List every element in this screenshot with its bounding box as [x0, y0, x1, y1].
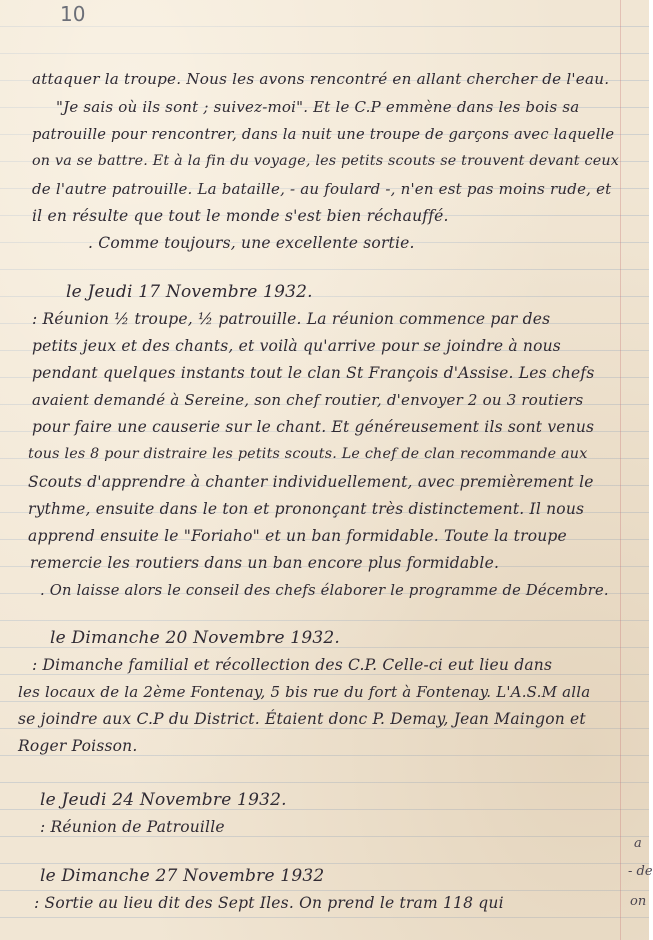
text-line: pendant quelques instants tout le clan St François d'Assise. Les chefs: [32, 364, 595, 382]
text-line: rythme, ensuite dans le ton et prononçant très distinctement. Il nous: [28, 500, 585, 518]
text-line: patrouille pour rencontrer, dans la nuit une troupe de garçons avec laquelle: [32, 126, 615, 143]
text-line: il en résulte que tout le monde s'est bien réchauffé.: [32, 207, 449, 225]
margin-bleed-text: a: [634, 836, 642, 851]
text-line: remercie les routiers dans un ban encore plus formidable.: [30, 554, 500, 572]
text-line: de l'autre patrouille. La bataille, - au foulard -, n'en est pas moins rude, et: [32, 180, 612, 198]
text-line: pour faire une causerie sur le chant. Et généreusement ils sont venus: [32, 418, 595, 436]
text-line: . On laisse alors le conseil des chefs élaborer le programme de Décembre.: [40, 582, 609, 599]
text-line: "Je sais où ils sont ; suivez-moi". Et le C.P emmène dans les bois sa: [56, 98, 580, 116]
margin-bleed-text: - de: [628, 864, 653, 879]
text-line: avaient demandé à Sereine, son chef routier, d'envoyer 2 ou 3 routiers: [32, 391, 584, 409]
entry-heading: le Dimanche 27 Novembre 1932: [40, 866, 325, 886]
entry-heading: le Jeudi 24 Novembre 1932.: [40, 790, 287, 810]
text-line: : Dimanche familial et récollection des C.P. Celle-ci eut lieu dans: [32, 656, 553, 674]
text-line: : Réunion de Patrouille: [40, 818, 225, 836]
entry-heading: le Dimanche 20 Novembre 1932.: [50, 628, 340, 648]
margin-rule: [620, 0, 621, 940]
text-line: se joindre aux C.P du District. Étaient donc P. Demay, Jean Maingon et: [18, 710, 586, 728]
text-line: attaquer la troupe. Nous les avons rencontré en allant chercher de l'eau.: [32, 70, 610, 88]
text-line: Scouts d'apprendre à chanter individuellement, avec premièrement le: [28, 473, 594, 491]
text-line: les locaux de la 2ème Fontenay, 5 bis rue du fort à Fontenay. L'A.S.M alla: [18, 683, 591, 701]
text-line: : Sortie au lieu dit des Sept Iles. On prend le tram 118 qui: [34, 894, 504, 912]
text-line: petits jeux et des chants, et voilà qu'arrive pour se joindre à nous: [32, 337, 561, 355]
text-line: . Comme toujours, une excellente sortie.: [88, 234, 415, 252]
text-line: tous les 8 pour distraire les petits scouts. Le chef de clan recommande aux: [28, 446, 588, 462]
text-line: : Réunion ½ troupe, ½ patrouille. La réunion commence par des: [32, 310, 551, 328]
page-number: 10: [60, 2, 86, 26]
text-line: apprend ensuite le "Foriaho" et un ban formidable. Toute la troupe: [28, 527, 567, 545]
margin-bleed-text: on: [630, 894, 647, 909]
entry-heading: le Jeudi 17 Novembre 1932.: [66, 282, 313, 302]
text-line: on va se battre. Et à la fin du voyage, les petits scouts se trouvent devant ceux: [32, 153, 620, 169]
text-line: Roger Poisson.: [18, 737, 138, 755]
